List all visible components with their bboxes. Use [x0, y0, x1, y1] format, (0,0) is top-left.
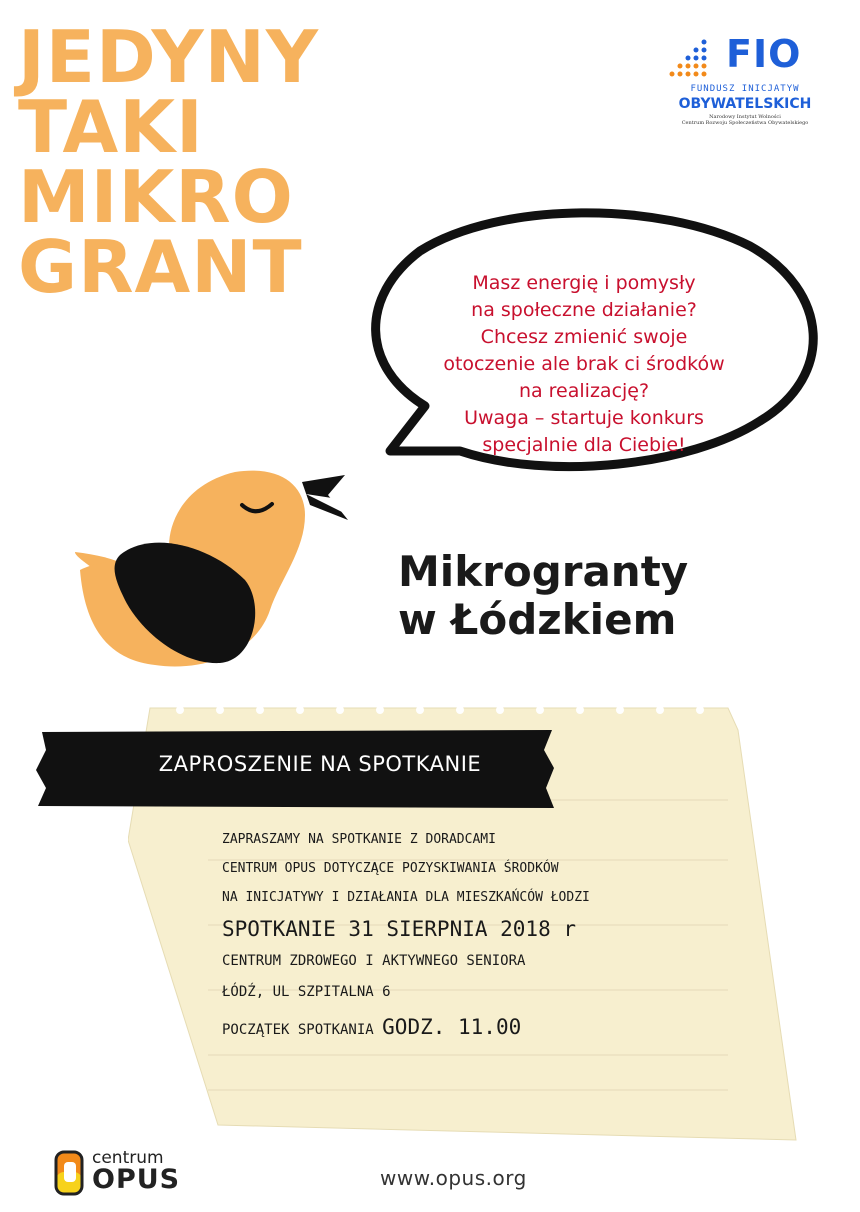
headline-line: MIKRO	[18, 155, 294, 239]
headline-line: GRANT	[18, 225, 303, 309]
meeting-address: ŁÓDŹ, UL SZPITALNA 6	[222, 984, 391, 1000]
headline-line: TAKI	[18, 85, 204, 169]
speech-bubble-text	[414, 270, 754, 459]
fio-dots-icon	[668, 38, 720, 78]
headline	[18, 15, 378, 309]
meeting-start-label: POCZĄTEK SPOTKANIA	[222, 1022, 374, 1038]
bubble-line: Masz energię i pomysły	[472, 272, 696, 294]
bubble-line: na realizację?	[518, 380, 650, 402]
fio-logo-title: FIO	[726, 32, 802, 76]
bubble-line: Uwaga – startuje konkurs	[464, 407, 704, 429]
website-url[interactable]: www.opus.org	[380, 1166, 527, 1190]
bird-icon	[70, 460, 360, 680]
opus-logo-small: centrum	[92, 1148, 164, 1168]
fio-logo-line3	[670, 114, 820, 126]
bubble-line: otoczenie ale brak ci środków	[443, 353, 725, 375]
campaign-title	[398, 548, 688, 644]
meeting-start	[222, 1012, 590, 1046]
details-intro-line: CENTRUM OPUS DOTYCZĄCE POZYSKIWANIA ŚRODKÓW	[222, 861, 559, 876]
campaign-title-line: Mikrogranty	[398, 547, 689, 596]
bubble-line: Chcesz zmienić swoje	[480, 326, 688, 348]
fio-logo-line3a: Narodowy Instytut Wolności	[709, 114, 781, 120]
meeting-details	[222, 825, 590, 1046]
fio-logo-line2: OBYWATELSKICH	[678, 96, 812, 112]
meeting-venue: CENTRUM ZDROWEGO I AKTYWNEGO SENIORA	[222, 953, 526, 969]
headline-line: JEDYNY	[18, 15, 320, 99]
meeting-start-time: GODZ. 11.00	[382, 1015, 522, 1039]
details-intro-line: ZAPRASZAMY NA SPOTKANIE Z DORADCAMI	[222, 832, 496, 847]
fio-logo-line3b: Centrum Rozwoju Społeczeństwa Obywatelskiego	[681, 120, 809, 126]
fio-logo-line1: FUNDUSZ INICJATYW	[690, 84, 800, 94]
opus-logo-icon	[54, 1150, 84, 1196]
fio-logo	[668, 34, 828, 134]
campaign-title-line: w Łódzkiem	[398, 595, 677, 644]
meeting-date: SPOTKANIE 31 SIERPNIA 2018 r	[222, 917, 577, 941]
bubble-line: specjalnie dla Ciebie!	[482, 434, 686, 456]
details-intro-line: NA INICJATYWY I DZIAŁANIA DLA MIESZKAŃCÓW ŁODZI	[222, 890, 590, 905]
opus-logo-big: OPUS	[92, 1164, 181, 1195]
bubble-line: na społeczne działanie?	[471, 299, 697, 321]
banner-title: ZAPROSZENIE NA SPOTKANIE	[158, 752, 482, 776]
